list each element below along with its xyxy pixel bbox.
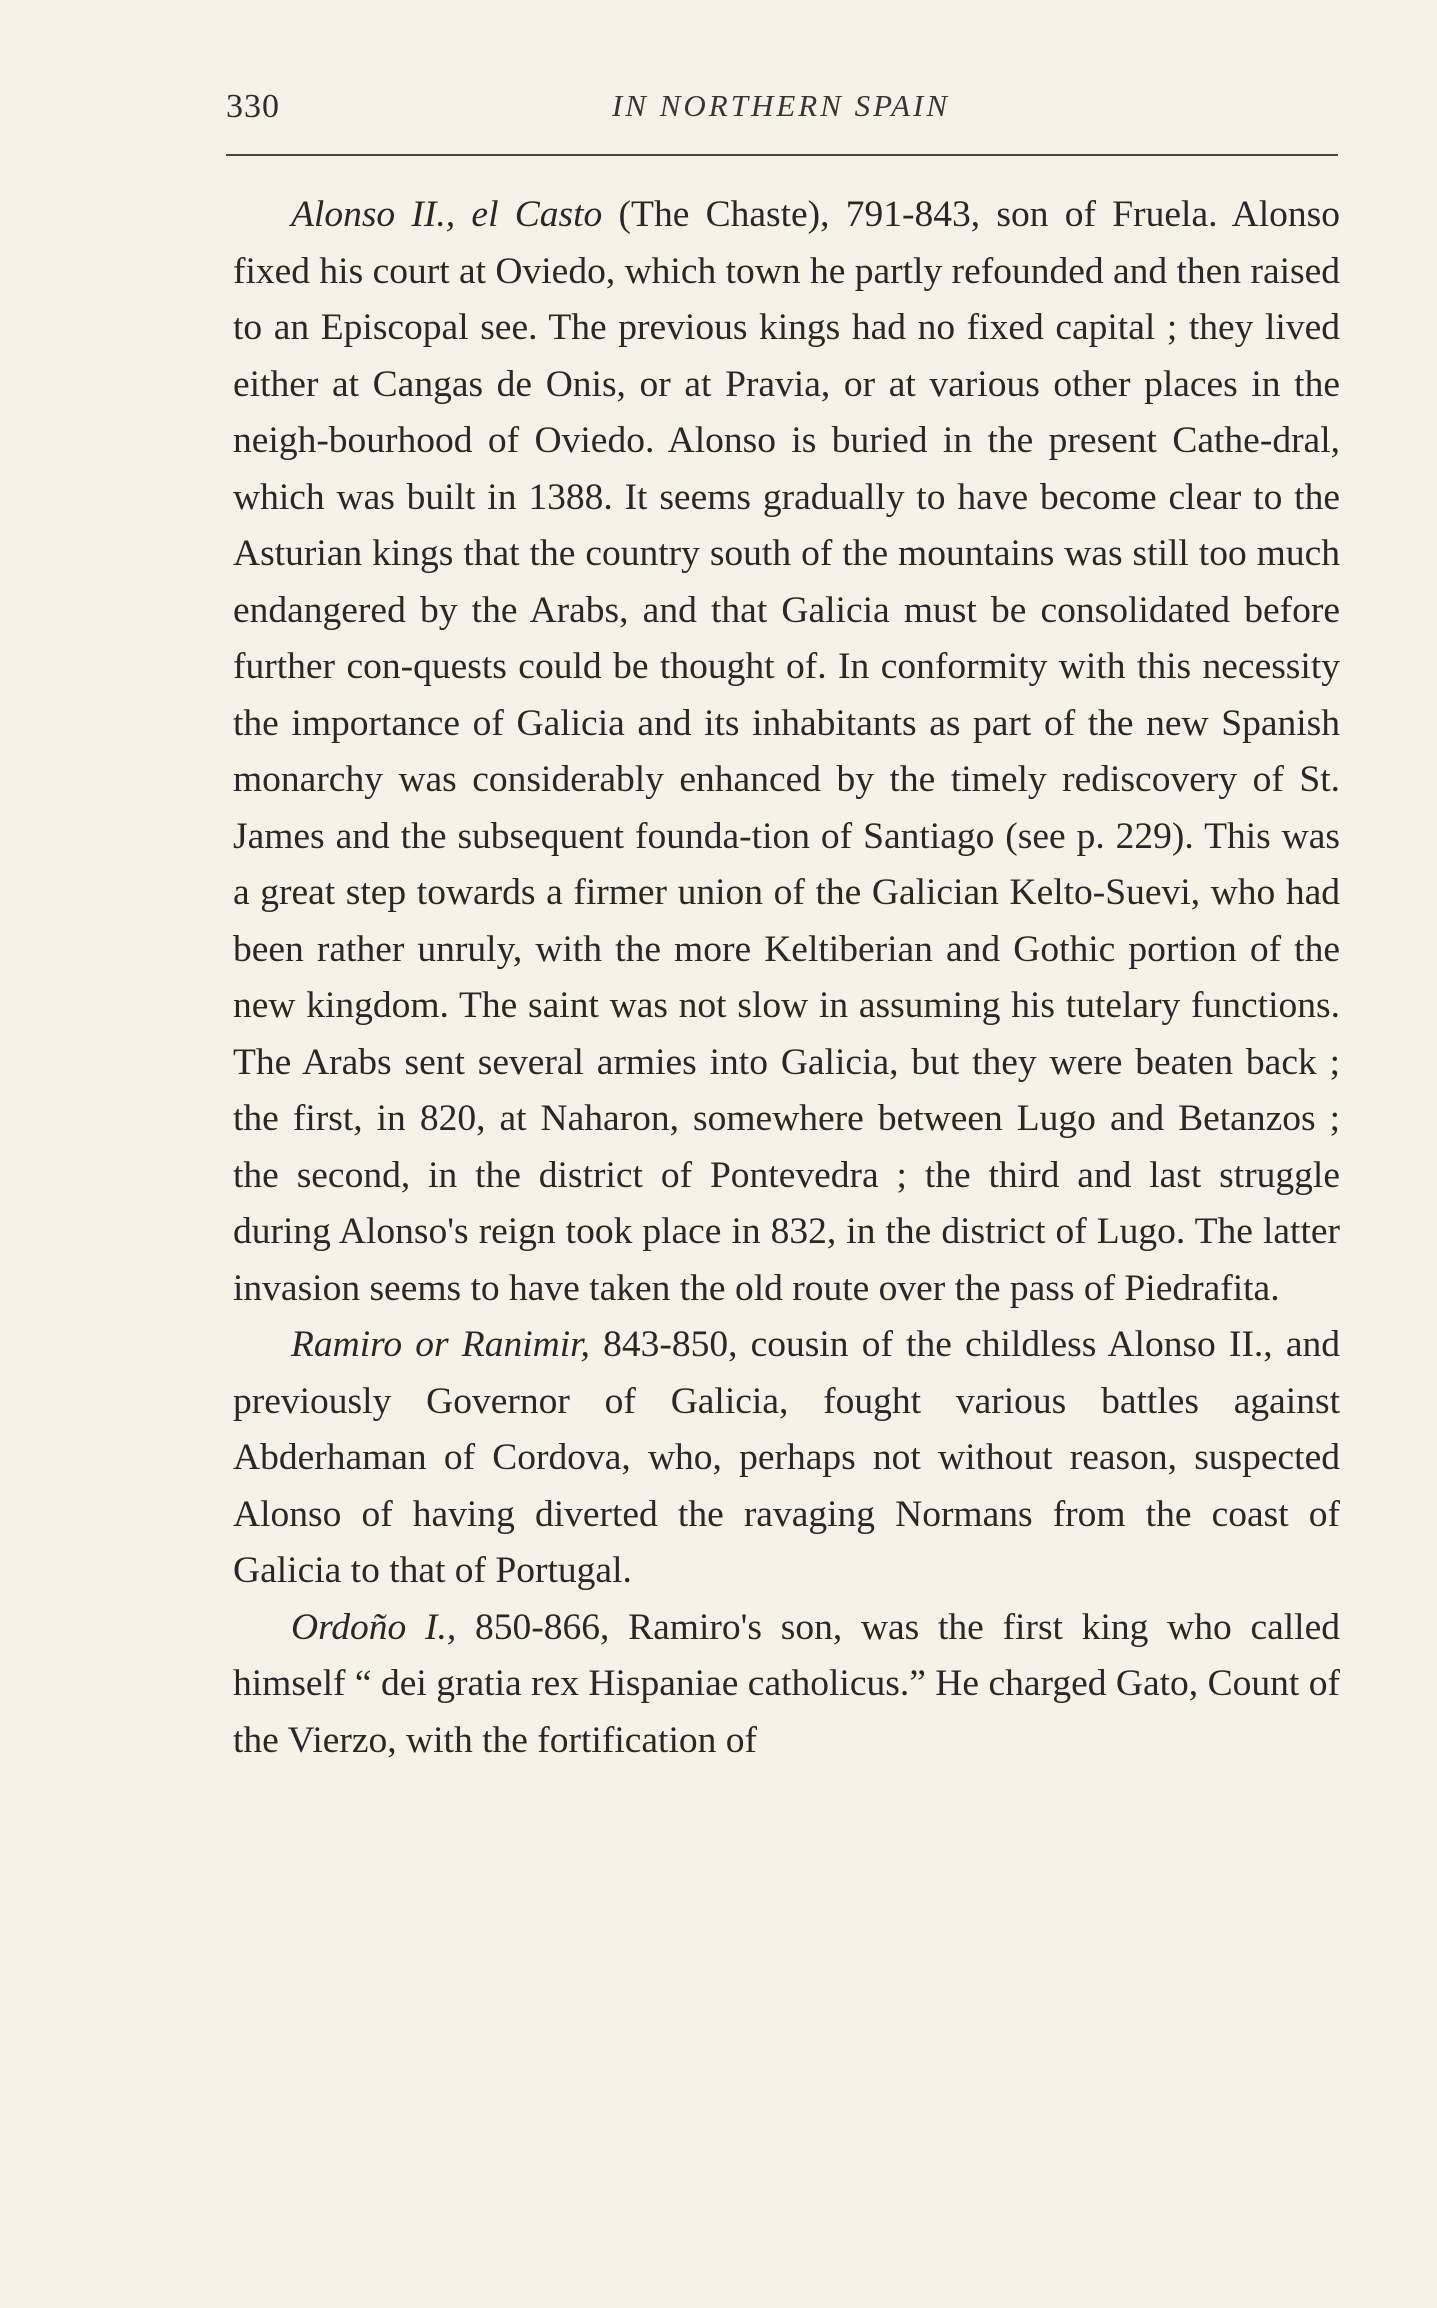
body-text: [233, 187, 1340, 1769]
paragraph-ordono-i: [233, 1600, 1340, 1770]
paragraph-lead: Ordoño I.,: [291, 1606, 457, 1648]
paragraph-text: 843-850, cousin of the childless Alonso II., and previously Governor of Galicia, fought various battles against Abderhaman of Cordova, who, perhaps not without reason, suspected Alonso of having diverted the ravaging Normans from the coast of Galicia to that of Portugal.: [233, 1324, 1340, 1591]
paragraph-lead: Ramiro or Ranimir,: [291, 1324, 590, 1365]
paragraph-text: 850-866, Ramiro's son, was the first king who called himself “ dei gratia rex Hispaniae catholicus.” He charged Gato, Count of the Vierzo, with the fortification of: [233, 1606, 1340, 1761]
paragraph-ramiro: [233, 1317, 1340, 1600]
paragraph-lead: Alonso II., el Casto: [291, 194, 603, 235]
page-number: 330: [226, 88, 280, 125]
running-title: IN NORTHERN SPAIN: [611, 88, 951, 123]
running-head: [226, 88, 1336, 140]
paragraph-alonso-ii: [233, 187, 1340, 1317]
header-rule: [226, 154, 1338, 156]
paragraph-text: (The Chaste), 791-843, son of Fruela. Alonso fixed his court at Oviedo, which town he partly refounded and then raised to an Episcopal see. The previous kings had no fixed capital ; they lived either at Cangas de Onis, or at Pravia, or at various other places in the neigh-bourhood of Oviedo. Alonso is buried in the present Cathe-dral, which was built in 1388. It seems gradually to have become clear to the Asturian kings that the country south of the mountains was still too much endangered by the Arabs, and that Galicia must be consolidated before further con-quests could be thought of. In conformity with this necessity the importance of Galicia and its inhabitants as part of the new Spanish monarchy was considerably enhanced by the timely rediscovery of St. James and the subsequent founda-tion of Santiago (see p. 229). This was a great step towards a firmer union of the Galician Kelto-Suevi, who had been rather unruly, with the more Keltiberian and Gothic portion of the new kingdom. The saint was not slow in assuming his tutelary functions. The Arabs sent several armies into Galicia, but they were beaten back ; the first, in 820, at Naharon, somewhere between Lugo and Betanzos ; the second, in the district of Pontevedra ; the third and last struggle during Alonso's reign took place in 832, in the district of Lugo. The latter invasion seems to have taken the old route over the pass of Piedrafita.: [233, 194, 1340, 1309]
